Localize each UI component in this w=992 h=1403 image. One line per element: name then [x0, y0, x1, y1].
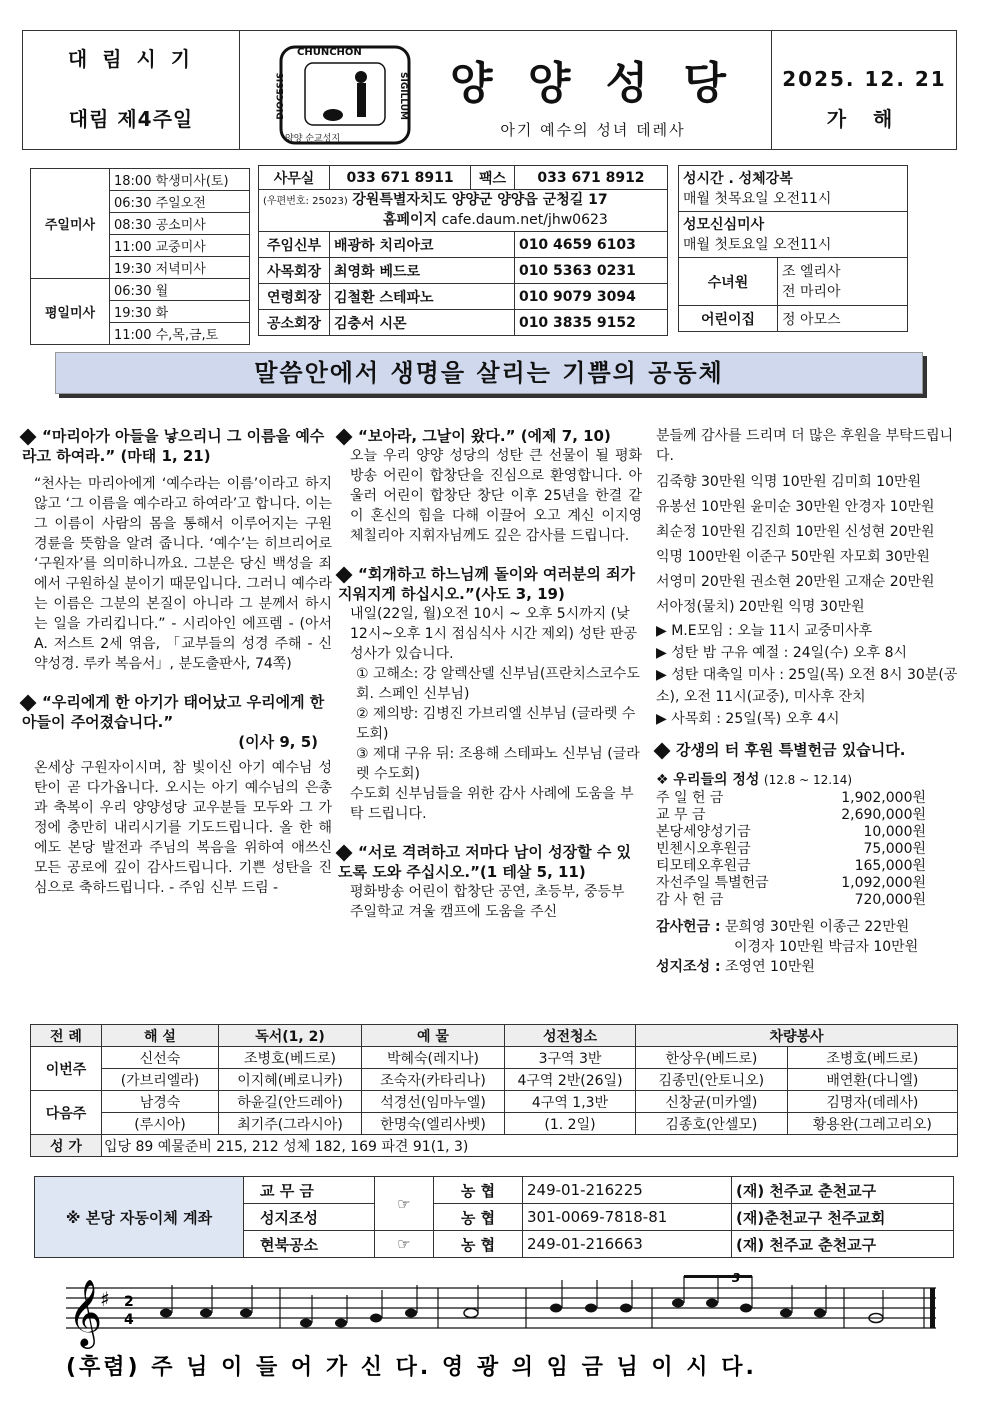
- offering-amount: 75,000원: [863, 841, 926, 857]
- thanks-label: 감사헌금 :: [656, 919, 721, 935]
- note: [200, 1309, 212, 1318]
- account-number: 301-0069-7818-81: [523, 1204, 732, 1231]
- office-contact-table: [258, 165, 668, 336]
- account-number: 249-01-216663: [523, 1231, 732, 1258]
- paragraph: 오늘 우리 양양 성당의 성탄 큰 선물이 될 평화방송 어린이 합창단을 진심으로 환영합니다. 아울러 어린이 합창단 창단 이후 25년을 한결 같이 혼신의 힘을 다해 이끌어 오고 계신 이지영 체칠리아 지휘자님께도 깊은 감사를 드립니다.: [350, 448, 642, 544]
- column-header: 전 례: [31, 1025, 102, 1047]
- notes: [160, 1275, 883, 1328]
- table-cell: 김명자(데레사): [787, 1091, 957, 1113]
- sunday-mass-label: 주일미사: [31, 169, 110, 279]
- table-cell: 배연환(다니엘): [787, 1069, 957, 1091]
- diamond-bullet-icon: [20, 428, 37, 445]
- account-purpose: 성지조성: [244, 1204, 375, 1231]
- note: [240, 1309, 252, 1318]
- mass-time: 11:00 교중미사: [110, 235, 250, 257]
- hymn-numbers: 입당 89 예물준비 215, 212 성체 182, 169 파견 91(1, 3): [102, 1135, 958, 1157]
- section-heading: 강생의 터 후원 특별헌금 있습니다.: [676, 741, 906, 759]
- offering-label: 주 일 헌 금: [656, 790, 724, 806]
- mass-time: 06:30 주일오전: [110, 191, 250, 213]
- week-name: 대림 제4주일: [68, 107, 194, 131]
- postal-code: (우편번호: 25023): [263, 196, 348, 207]
- mass-time: 08:30 공소미사: [110, 213, 250, 235]
- paragraph: 수도회 신부님들을 위한 감사 사례에 도움을 부탁 드립니다.: [350, 786, 634, 822]
- thanks-donors: 문희영 30만원 이종근 22만원: [725, 919, 910, 935]
- notice-item: ▶ M.E모임 : 오늘 11시 교중미사후: [656, 623, 873, 639]
- bank-name: 농 협: [434, 1177, 523, 1204]
- account-number: 249-01-216225: [523, 1177, 732, 1204]
- time-signature-top: 2: [124, 1294, 134, 1310]
- staff-name: 배광하 치리아코: [330, 232, 515, 258]
- staff-role: 공소회장: [259, 310, 330, 336]
- thanks-donors: 이경자 10만원 박금자 10만원: [734, 939, 919, 955]
- row-label: 이번주: [31, 1047, 102, 1091]
- list-item: ② 제의방: 김병진 가브리엘 신부님 (글라렛 수도회): [356, 706, 636, 742]
- table-cell: 3구역 3반: [505, 1047, 636, 1069]
- note: [585, 1304, 597, 1313]
- header-box: [22, 30, 957, 150]
- mass-time: 18:00 학생미사(토): [110, 169, 250, 191]
- staff-name: 김충서 시몬: [330, 310, 515, 336]
- donor-line: 서아정(물치) 20만원 익명 30만원: [656, 599, 865, 615]
- offering-label: 본당세양성기금: [656, 824, 751, 840]
- church-subtitle: 아기 예수의 성녀 데레사: [500, 121, 686, 139]
- mass-time: 19:30 화: [110, 301, 250, 323]
- scripture-ref: (이사 9, 5): [238, 733, 318, 751]
- note: [370, 1314, 382, 1323]
- church-title: 양 양 성 당: [450, 58, 736, 109]
- hymn-lyrics: (후렴) 주 님 이 들 어 가 신 다. 영 광 의 임 금 님 이 시 다.: [66, 1355, 757, 1380]
- season-cell: [23, 31, 240, 149]
- note: [335, 1319, 347, 1328]
- note: [780, 1309, 792, 1318]
- seal-text-right: SIGILLUM: [397, 72, 408, 120]
- offerings-title: ❖ 우리들의 정성: [656, 772, 760, 788]
- list-item: ③ 제대 구유 뒤: 조용해 스테파노 신부님 (글라렛 수도회): [356, 746, 640, 782]
- account-holder: (재)춘천교구 천주교회: [732, 1204, 954, 1231]
- mass-time: 19:30 저녁미사: [110, 257, 250, 279]
- table-cell: 조숙자(카타리나): [362, 1069, 505, 1091]
- homepage-label: 홈페이지: [383, 212, 438, 228]
- table-cell: (1. 2일): [505, 1113, 636, 1135]
- account-holder: (재) 천주교 춘천교구: [732, 1177, 954, 1204]
- note: [740, 1304, 752, 1313]
- column-header: 예 물: [362, 1025, 505, 1047]
- column-3: [656, 426, 961, 977]
- table-cell: 김종호(안셀모): [636, 1113, 788, 1135]
- section-heading: “마리아가 아들을 낳으리니 그 이름을 예수라고 하여라.” (마태 1, 21): [22, 427, 325, 465]
- account-holder: (재) 천주교 춘천교구: [732, 1231, 954, 1258]
- music-staff: [56, 1268, 940, 1388]
- note: [550, 1304, 562, 1313]
- offering-amount: 1,092,000원: [841, 875, 926, 891]
- section-heading: “회개하고 하느님께 돌이와 여러분의 죄가 지워지게 하십시오.”(사도 3, 19): [338, 565, 636, 603]
- donor-line: 유봉선 10만원 윤미순 30만원 안경자 10만원: [656, 499, 935, 515]
- row-label: 성 가: [31, 1135, 102, 1157]
- offering-label: 티모테오후원금: [656, 858, 751, 874]
- paragraph: 평화방송 어린이 합창단 공연, 초등부, 중등부 주일학교 겨울 캠프에 도움을 주신: [350, 884, 625, 920]
- table-cell: 한명숙(엘리사벳): [362, 1113, 505, 1135]
- table-cell: 이지혜(베로니카): [219, 1069, 362, 1091]
- mass-time: 06:30 월: [110, 279, 250, 301]
- table-cell: 신선숙: [102, 1047, 219, 1069]
- seal-text-top: CHUNCHON: [297, 47, 362, 58]
- diamond-bullet-icon: [336, 428, 353, 445]
- address: 강원특별자치도 양양군 양양읍 군청길 17: [352, 192, 608, 208]
- offerings-period: (12.8 ~ 12.14): [763, 773, 853, 787]
- office-phone: 033 671 8911: [330, 166, 471, 190]
- staff-phone: 010 9079 3094: [514, 284, 667, 310]
- table-cell: 하윤길(안드레아): [219, 1091, 362, 1113]
- offering-label: 감 사 헌 금: [656, 892, 724, 908]
- table-cell: (루시아): [102, 1113, 219, 1135]
- offering-label: 빈첸시오후원금: [656, 841, 751, 857]
- note: [160, 1309, 172, 1318]
- donor-line: 서영미 20만원 권소현 20만원 고재순 20만원: [656, 574, 935, 590]
- seal-text-bottom: 양양 순교성지: [285, 134, 341, 144]
- devotions-table: [678, 165, 908, 332]
- diamond-bullet-icon: [20, 694, 37, 711]
- seal-text-left: DIOCESIS: [275, 72, 286, 120]
- notice-item: ▶ 사목회 : 25일(목) 오후 4시: [656, 711, 840, 727]
- mass-time: 11:00 수,목,금,토: [110, 323, 250, 345]
- section-heading: “서로 격려하고 저마다 남이 성장할 수 있도록 도와 주십시오.”(1 테살 5, 11): [338, 843, 632, 881]
- bulletin-date: 2025. 12. 21: [782, 67, 947, 91]
- staff-phone: 010 3835 9152: [514, 310, 667, 336]
- table-cell: 4구역 2반(26일): [505, 1069, 636, 1091]
- pointing-hand-icon: ☞: [375, 1177, 434, 1231]
- adoration-title: 성시간 . 성체강복: [683, 170, 793, 187]
- offering-amount: 2,690,000원: [841, 807, 926, 823]
- note: [405, 1309, 417, 1318]
- table-cell: 조병호(베드로): [787, 1047, 957, 1069]
- offering-label: 교 무 금: [656, 807, 706, 823]
- row-label: 다음주: [31, 1091, 102, 1135]
- account-purpose: 현북공소: [244, 1231, 375, 1258]
- staff-role: 연령회장: [259, 284, 330, 310]
- diamond-bullet-icon: [336, 844, 353, 861]
- list-item: ① 고해소: 강 알렉산델 신부님(프란치스코수도회. 스페인 신부님): [356, 666, 640, 702]
- office-label: 사무실: [259, 166, 330, 190]
- bank-name: 농 협: [434, 1204, 523, 1231]
- donor-line: 최순정 10만원 김진희 10만원 신성현 20만원: [656, 524, 935, 540]
- homepage-link[interactable]: cafe.daum.net/jhw0623: [441, 212, 608, 228]
- paragraph: 내일(22일, 월)오전 10시 ~ 오후 5시까지 (낮 12시~오후 1시 점심식사 시간 제외) 성탄 판공성사가 있습니다.: [350, 606, 637, 662]
- liturgical-cycle: 가 해: [826, 107, 903, 131]
- time-signature-bottom: 4: [124, 1312, 134, 1328]
- diamond-bullet-icon: [336, 566, 353, 583]
- nun-name: 조 엘리사: [782, 263, 841, 280]
- accounts-label: ※ 본당 자동이체 계좌: [35, 1177, 244, 1258]
- column-header: 독서(1, 2): [219, 1025, 362, 1047]
- donor-line: 김죽향 30만원 익명 10만원 김미희 10만원: [656, 474, 922, 490]
- note: [706, 1299, 718, 1308]
- table-cell: 황용완(그레고리오): [787, 1113, 957, 1135]
- season: 대 림 시 기: [67, 47, 195, 71]
- beam: [684, 1275, 752, 1278]
- weekday-mass-label: 평일미사: [31, 279, 110, 345]
- staff-role: 주임신부: [259, 232, 330, 258]
- section-heading: “우리에게 한 아기가 태어났고 우리에게 한 아들이 주어졌습니다.”: [22, 693, 325, 731]
- column-header: 차량봉사: [636, 1025, 958, 1047]
- donor-line: 익명 100만원 이준구 50만원 자모회 30만원: [656, 549, 930, 565]
- nuns-label: 수녀원: [679, 258, 778, 306]
- table-cell: 박혜숙(레지나): [362, 1047, 505, 1069]
- paragraph: 분들께 감사를 드리며 더 많은 후원을 부탁드립니다.: [656, 428, 954, 464]
- staff-name: 최영화 베드로: [330, 258, 515, 284]
- bank-name: 농 협: [434, 1231, 523, 1258]
- fax-label: 팩스: [471, 166, 515, 190]
- account-purpose: 교 무 금: [244, 1177, 375, 1204]
- staff-phone: 010 4659 6103: [514, 232, 667, 258]
- kinder-name: 정 아모스: [778, 306, 908, 332]
- kinder-label: 어린이집: [679, 306, 778, 332]
- table-cell: 한상우(베드로): [636, 1047, 788, 1069]
- offering-amount: 10,000원: [863, 824, 926, 840]
- heart-mass-title: 성모신심미사: [683, 216, 765, 233]
- fax-phone: 033 671 8912: [514, 166, 667, 190]
- offering-amount: 720,000원: [854, 892, 926, 908]
- heart-mass-time: 매월 첫토요일 오전11시: [683, 236, 832, 253]
- motto-banner: 말씀안에서 생명을 살리는 기쁨의 공동체: [55, 352, 923, 394]
- offering-amount: 1,902,000원: [841, 790, 926, 806]
- paragraph: 온세상 구원자이시며, 참 빛이신 아기 예수님 성탄이 곧 다가옵니다. 오시는 아기 예수님의 은총과 축복이 우리 양양성당 교우분들 모두와 그 가정에 충만히 내리시기를 기도드립니다. 올 한 해에도 본당 발전과 주님의 복음을 위하여 애쓰신 모든 공로에 깊이 감사드립니다. 기쁜 성탄을 진심으로 축하드립니다. - 주임 신부 드림 -: [34, 760, 332, 896]
- diamond-bullet-icon: [654, 742, 671, 759]
- column-2: [338, 426, 642, 922]
- note: [300, 1319, 312, 1328]
- staff-phone: 010 5363 0231: [514, 258, 667, 284]
- column-header: 해 설: [102, 1025, 219, 1047]
- holy-site-label: 성지조성 :: [656, 959, 721, 975]
- offering-amount: 165,000원: [854, 858, 926, 874]
- staff-role: 사목회장: [259, 258, 330, 284]
- table-cell: 석경선(임마누엘): [362, 1091, 505, 1113]
- pointing-hand-icon: ☞: [375, 1231, 434, 1258]
- table-cell: 4구역 1,3반: [505, 1091, 636, 1113]
- date-cell: [771, 31, 957, 149]
- note: [814, 1309, 826, 1318]
- offering-label: 자선주일 특별헌금: [656, 875, 769, 891]
- mass-times-table: [30, 168, 250, 345]
- paragraph: “천사는 마리아에게 ‘예수라는 이름’이라고 하지 않고 ‘그 이름을 예수라고 하여라’고 합니다. 이는 그 이름이 사람의 몸을 통해서 이루어지는 구원 경륜을 뜻함을 알려 줍니다. ‘예수’는 히브리어로 ‘구원자’를 의미하니까요. 그분은 당신 백성을 죄에서 구원하실 분이기 때문입니다. 그러니 예수라는 이름은 그분의 본질이 아니라 그 분께서 하시는 일을 가리킵니다.” - 시리아인 에프렘 - (아서 A. 저스트 2세 엮음, 「교부들의 성경 주해 - 신약성경. 루카 복음서」, 분도출판사, 74쪽): [34, 476, 332, 672]
- nun-name: 전 마리아: [782, 283, 841, 300]
- note: [620, 1304, 632, 1313]
- table-cell: 남경숙: [102, 1091, 219, 1113]
- staff-name: 김철환 스테파노: [330, 284, 515, 310]
- table-cell: (가브리엘라): [102, 1069, 219, 1091]
- notice-item: ▶ 성탄 밤 구유 예절 : 24일(수) 오후 8시: [656, 645, 908, 661]
- note: [464, 1309, 478, 1318]
- section-heading: “보아라, 그날이 왔다.” (에제 7, 10): [358, 427, 611, 445]
- note: [672, 1299, 684, 1308]
- final-barline: [930, 1288, 935, 1328]
- treble-clef-icon: 𝄞: [68, 1278, 103, 1346]
- column-header: 성전청소: [505, 1025, 636, 1047]
- table-cell: 조병호(베드로): [219, 1047, 362, 1069]
- offerings-table: [656, 790, 926, 909]
- table-cell: 신창균(미카엘): [636, 1091, 788, 1113]
- sharp-icon: ♯: [100, 1287, 110, 1311]
- column-1: [22, 426, 332, 898]
- adoration-time: 매월 첫목요일 오전11시: [683, 190, 832, 207]
- diocese-seal-logo: [279, 45, 411, 145]
- notice-item: ▶ 성탄 대축일 미사 : 25일(목) 오전 8시 30분(공소), 오전 11시(교중), 미사후 잔치: [656, 667, 958, 705]
- bank-accounts-table: [34, 1176, 954, 1258]
- liturgy-schedule-table: [30, 1024, 958, 1157]
- holy-site-donors: 조영연 10만원: [725, 959, 815, 975]
- table-cell: 최기주(그라시아): [219, 1113, 362, 1135]
- table-cell: 김종민(안토니오): [636, 1069, 788, 1091]
